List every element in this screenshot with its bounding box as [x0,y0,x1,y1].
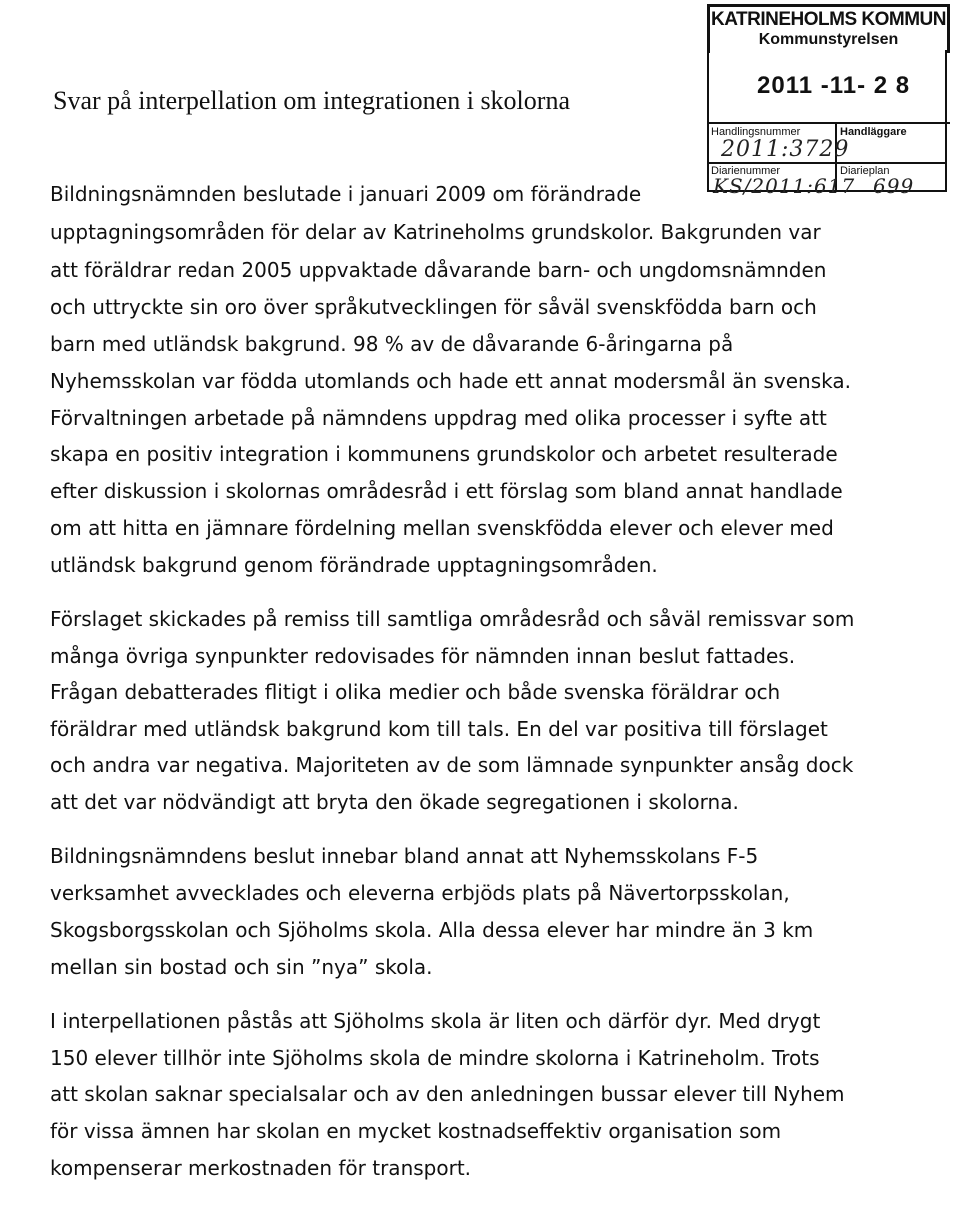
stamp-date: 2011 -11- 2 8 [757,72,911,99]
body-line: att det var nödvändigt att bryta den ökade segregationen i skolorna. [50,790,739,814]
stamp-header [707,4,950,53]
body-line: mellan sin bostad och sin ”nya” skola. [50,955,433,979]
body-line: att skolan saknar specialsalar och av den anledningen bussar elever till Nyhem [50,1082,845,1106]
stamp-unit: Kommunstyrelsen [758,31,899,48]
stamp-org: KATRINEHOLMS KOMMUN [710,9,946,30]
body-line: upptagningsområden för delar av Katrineholms grundskolor. Bakgrunden var [50,220,821,244]
body-line: verksamhet avvecklades och eleverna erbjöds plats på Nävertorpsskolan, [50,881,790,905]
body-line: I interpellationen påstås att Sjöholms skola är liten och därför dyr. Med drygt [50,1009,821,1033]
body-line: Frågan debatterades flitigt i olika medier och både svenska föräldrar och [50,680,781,704]
body-line: Nyhemsskolan var födda utomlands och hade ett annat modersmål än svenska. [50,369,851,393]
body-line: för vissa ämnen har skolan en mycket kostnadseffektiv organisation som [50,1119,782,1143]
body-line: och andra var negativa. Majoriteten av de som lämnade synpunkter ansåg dock [50,753,854,777]
stamp-diarieplan-value: 699 [873,174,915,198]
stamp-diarienummer-label: Diarienummer [711,165,781,177]
body-line: Förslaget skickades på remiss till samtliga områdesråd och såväl remissvar som [50,607,855,631]
body-line: om att hitta en jämnare fördelning mellan svenskfödda elever och elever med [50,516,834,540]
body-line: Bildningsnämnden beslutade i januari 2009 om förändrade [50,182,642,206]
body-line: många övriga synpunkter redovisades för nämnden innan beslut fattades. [50,644,796,668]
stamp-diarienummer-value: KS/2011:617 [713,174,856,198]
stamp-handlaggare-label: Handläggare [840,126,907,138]
body-line: barn med utländsk bakgrund. 98 % av de dåvarande 6-åringarna på [50,332,734,356]
body-line: utländsk bakgrund genom förändrade upptagningsområden. [50,553,658,577]
stamp-handling-value: 2011:3729 [721,137,850,162]
body-line: Skogsborgsskolan och Sjöholms skola. Alla dessa elever har mindre än 3 km [50,918,814,942]
body-line: Bildningsnämndens beslut innebar bland annat att Nyhemsskolans F-5 [50,844,759,868]
body-line: efter diskussion i skolornas områdesråd i ett förslag som bland annat handlade [50,479,843,503]
body-line: kompenserar merkostnaden för transport. [50,1156,472,1180]
stamp-diarieplan-label: Diarieplan [840,165,890,177]
body-line: och uttryckte sin oro över språkutvecklingen för såväl svenskfödda barn och [50,295,817,319]
stamp-grid [707,122,950,198]
stamp-handling-label: Handlingsnummer [711,126,801,138]
body-line: föräldrar med utländsk bakgrund kom till tals. En del var positiva till förslaget [50,717,828,741]
stamp-border-right [945,50,947,122]
stamp-border-left [707,50,709,122]
body-line: att föräldrar redan 2005 uppvaktade dåvarande barn- och ungdomsnämnden [50,258,827,282]
document-title: Svar på interpellation om integrationen i skolorna [53,86,570,115]
body-line: 150 elever tillhör inte Sjöholms skola de mindre skolorna i Katrineholm. Trots [50,1046,820,1070]
registration-stamp [707,4,950,207]
body-line: skapa en positiv integration i kommunens grundskolor och arbetet resulterade [50,442,838,466]
body-line: Förvaltningen arbetade på nämndens uppdrag med olika processer i syfte att [50,406,827,430]
